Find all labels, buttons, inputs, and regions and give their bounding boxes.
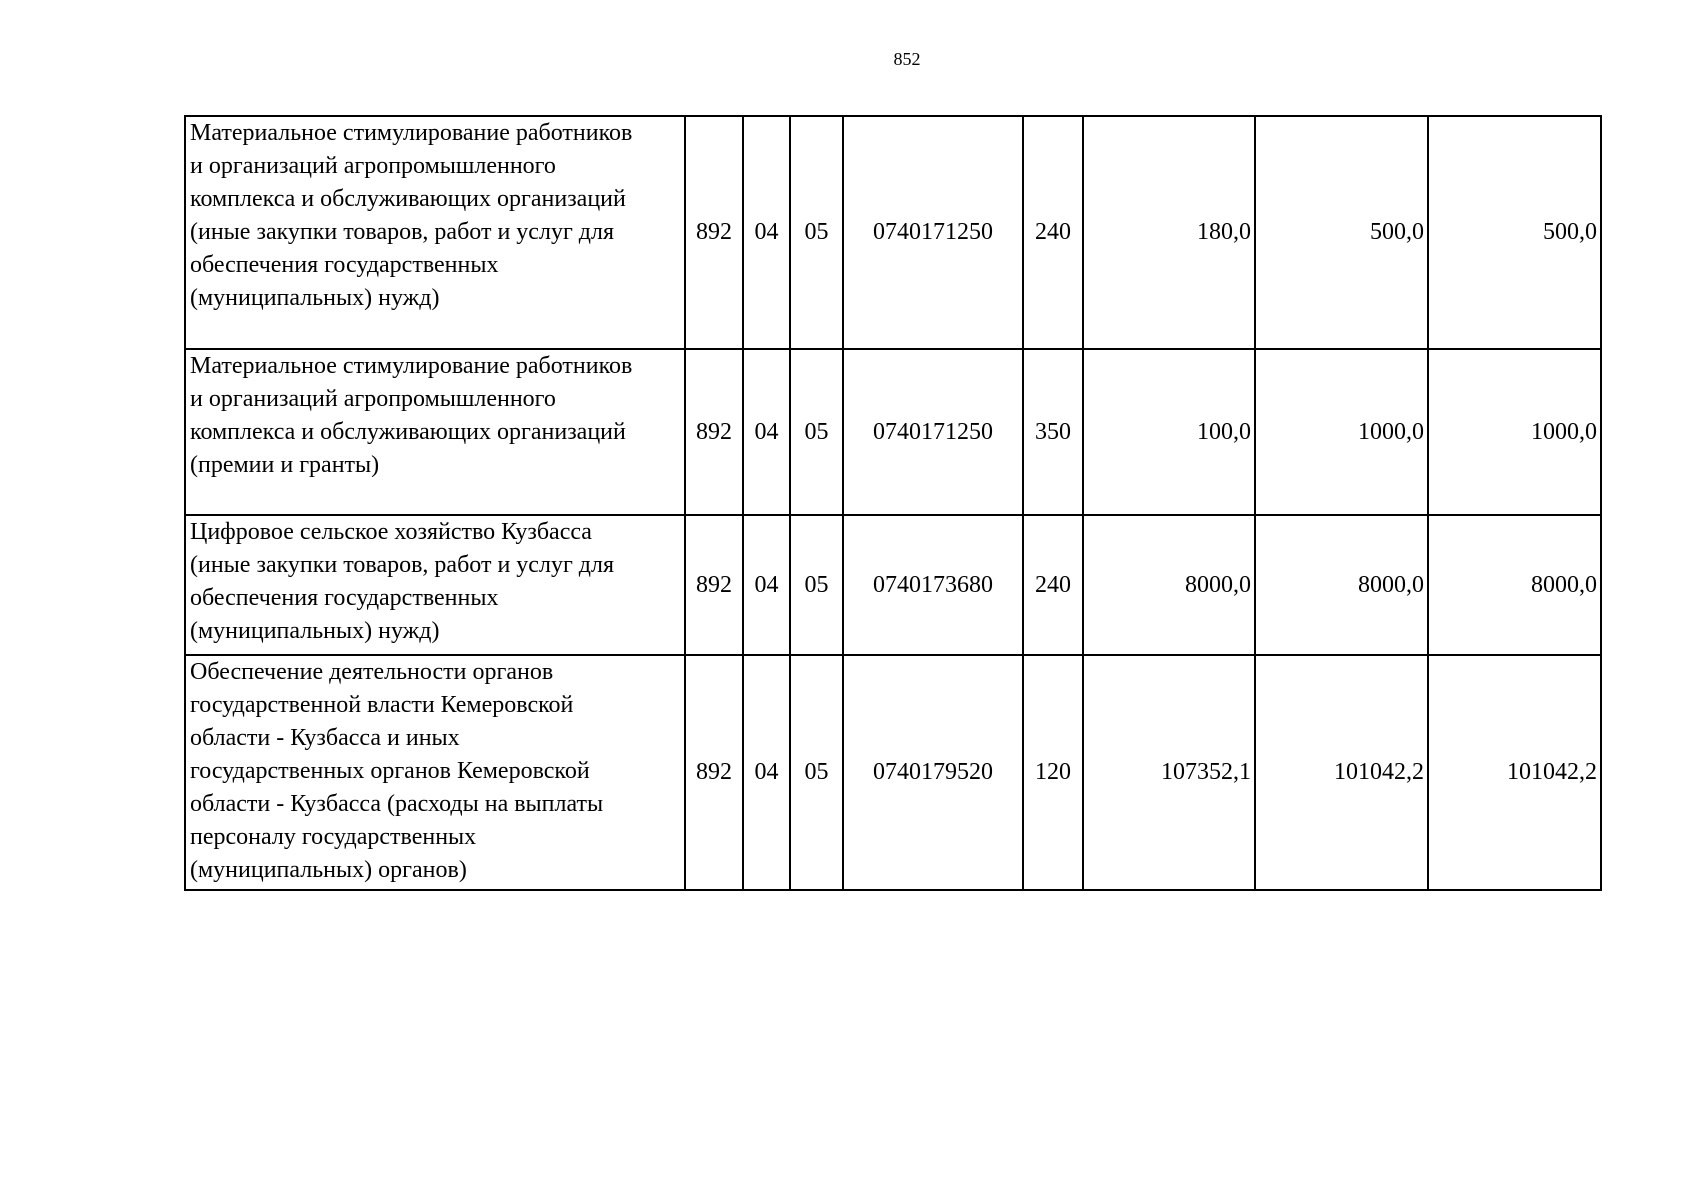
table-row — [185, 349, 1601, 515]
expense-type-code: 120 — [1023, 655, 1083, 890]
ministry-code: 892 — [685, 655, 743, 890]
table-row — [185, 515, 1601, 655]
description-line: (иные закупки товаров, работ и услуг для — [190, 219, 615, 245]
description-line: области - Кузбасса и иных — [190, 725, 460, 751]
amount-3: 500,0 — [1428, 116, 1601, 349]
amount-2: 500,0 — [1255, 116, 1428, 349]
description-line: (муниципальных) органов) — [190, 857, 467, 883]
section-code: 04 — [743, 116, 790, 349]
description-line: (муниципальных) нужд) — [190, 618, 440, 644]
description-line: персоналу государственных — [190, 824, 477, 850]
expense-description — [185, 515, 685, 655]
description-line: Материальное стимулирование работников — [190, 353, 633, 379]
amount-3: 101042,2 — [1428, 655, 1601, 890]
description-line: государственной власти Кемеровской — [190, 692, 574, 718]
expense-type-code: 240 — [1023, 116, 1083, 349]
description-line: обеспечения государственных — [190, 585, 499, 611]
target-article-code: 0740179520 — [843, 655, 1023, 890]
amount-1: 107352,1 — [1083, 655, 1255, 890]
description-line: (премии и гранты) — [190, 452, 380, 478]
table-row — [185, 116, 1601, 349]
amount-2: 1000,0 — [1255, 349, 1428, 515]
ministry-code: 892 — [685, 515, 743, 655]
amount-2: 101042,2 — [1255, 655, 1428, 890]
expense-type-code: 240 — [1023, 515, 1083, 655]
subsection-code: 05 — [790, 655, 843, 890]
description-line: и организаций агропромышленного — [190, 386, 556, 412]
section-code: 04 — [743, 349, 790, 515]
description-line: Обеспечение деятельности органов — [190, 659, 554, 685]
amount-1: 180,0 — [1083, 116, 1255, 349]
description-line: (иные закупки товаров, работ и услуг для — [190, 552, 615, 578]
description-line: обеспечения государственных — [190, 252, 499, 278]
expense-description — [185, 349, 685, 515]
description-line: государственных органов Кемеровской — [190, 758, 590, 784]
description-line: и организаций агропромышленного — [190, 153, 556, 179]
description-line: комплекса и обслуживающих организаций — [190, 186, 626, 212]
description-line: Цифровое сельское хозяйство Кузбасса — [190, 519, 592, 545]
amount-3: 1000,0 — [1428, 349, 1601, 515]
target-article-code: 0740171250 — [843, 349, 1023, 515]
description-line: комплекса и обслуживающих организаций — [190, 419, 626, 445]
amount-1: 8000,0 — [1083, 515, 1255, 655]
expense-description — [185, 116, 685, 349]
target-article-code: 0740171250 — [843, 116, 1023, 349]
target-article-code: 0740173680 — [843, 515, 1023, 655]
ministry-code: 892 — [685, 116, 743, 349]
table-row — [185, 655, 1601, 890]
section-code: 04 — [743, 515, 790, 655]
description-line: области - Кузбасса (расходы на выплаты — [190, 791, 604, 817]
ministry-code: 892 — [685, 349, 743, 515]
subsection-code: 05 — [790, 116, 843, 349]
subsection-code: 05 — [790, 515, 843, 655]
description-line: Материальное стимулирование работников — [190, 120, 633, 146]
expense-type-code: 350 — [1023, 349, 1083, 515]
section-code: 04 — [743, 655, 790, 890]
amount-1: 100,0 — [1083, 349, 1255, 515]
amount-3: 8000,0 — [1428, 515, 1601, 655]
budget-table — [184, 115, 1602, 891]
amount-2: 8000,0 — [1255, 515, 1428, 655]
description-line: (муниципальных) нужд) — [190, 285, 440, 311]
expense-description — [185, 655, 685, 890]
subsection-code: 05 — [790, 349, 843, 515]
page-number: 852 — [893, 49, 921, 69]
